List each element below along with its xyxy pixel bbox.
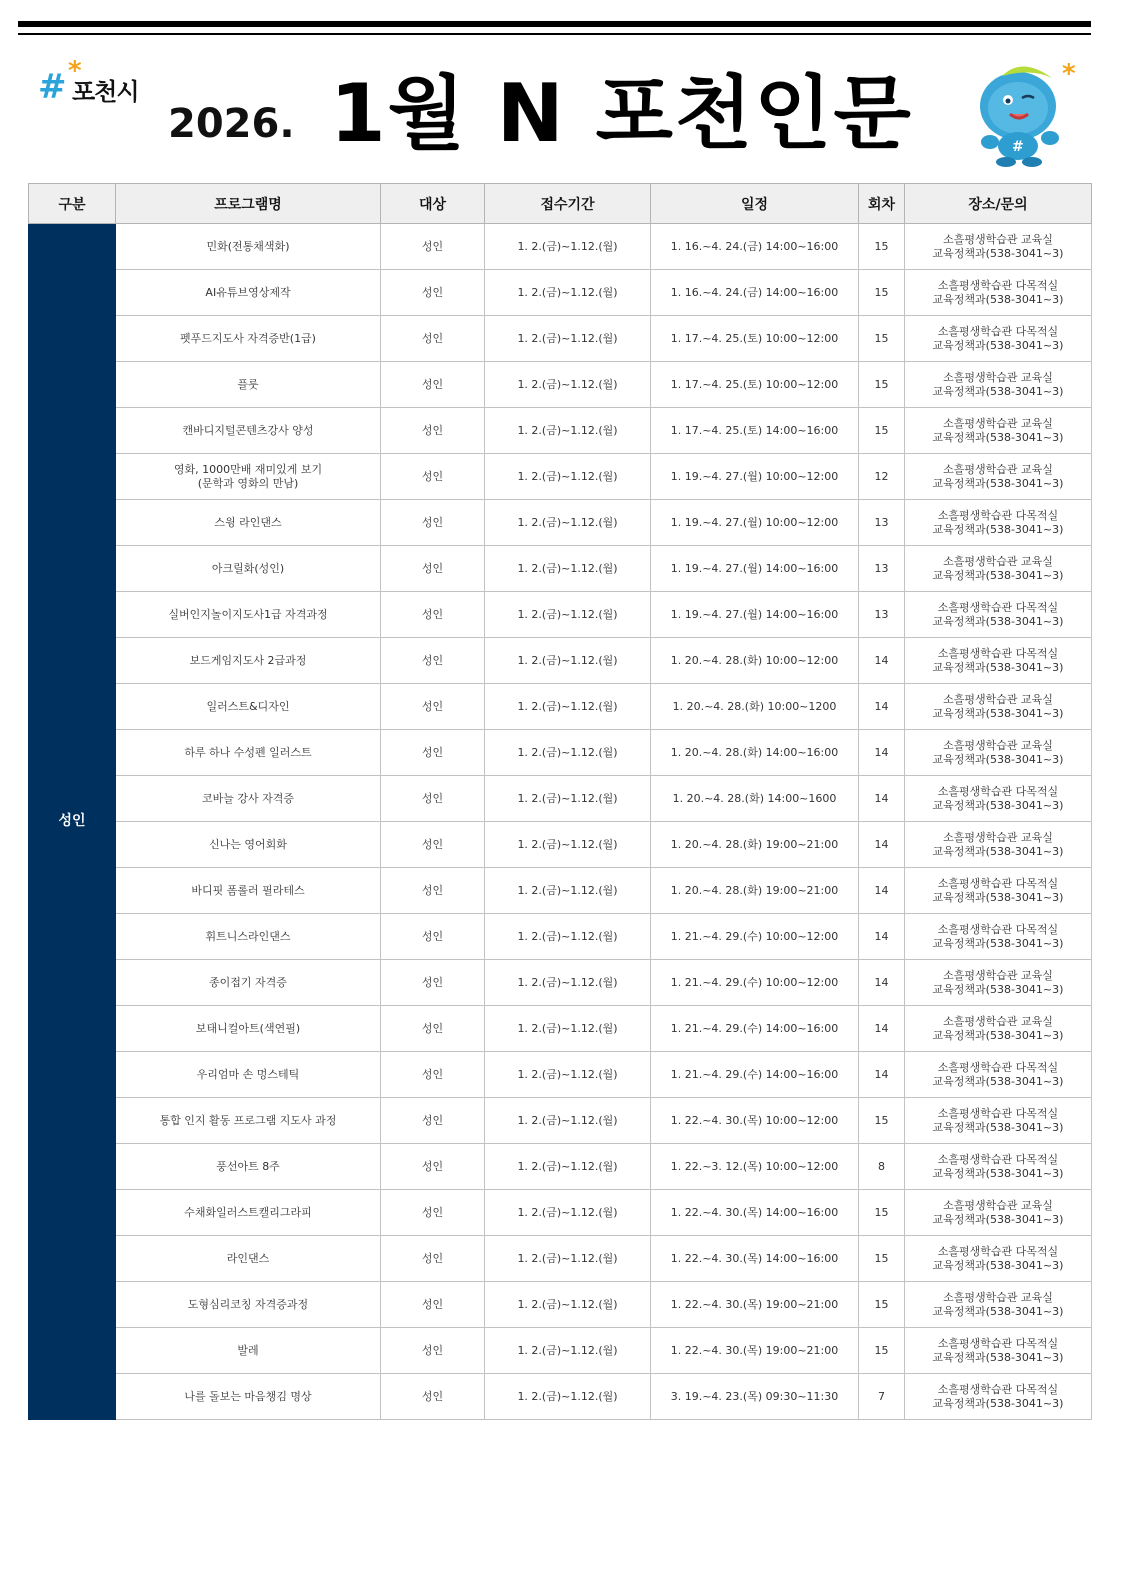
- schedule-cell: 1. 16.~4. 24.(금) 14:00~16:00: [651, 270, 859, 316]
- program-name-cell: [116, 730, 381, 776]
- sessions-cell: 14: [859, 1052, 905, 1098]
- program-name: 바디핏 폼롤러 필라테스: [191, 883, 305, 897]
- contact-info: 교육정책과(538-3041~3): [932, 936, 1064, 950]
- sessions-cell: 14: [859, 822, 905, 868]
- table-row: [29, 1236, 1092, 1282]
- program-name-cell: [116, 362, 381, 408]
- program-name-cell: [116, 270, 381, 316]
- table-row: [29, 316, 1092, 362]
- target-cell: 성인: [381, 546, 485, 592]
- period-cell: 1. 2.(금)~1.12.(월): [485, 546, 651, 592]
- place-name: 소흘평생학습관 다목적실: [937, 1244, 1059, 1258]
- contact-info: 교육정책과(538-3041~3): [932, 1212, 1064, 1226]
- target-cell: 성인: [381, 1144, 485, 1190]
- program-name-cell: [116, 1328, 381, 1374]
- program-name-cell: [116, 500, 381, 546]
- sessions-cell: 15: [859, 1328, 905, 1374]
- place-cell: [905, 362, 1092, 408]
- target-cell: 성인: [381, 868, 485, 914]
- target-cell: 성인: [381, 1098, 485, 1144]
- program-name: 수채화일러스트캘리그라피: [184, 1205, 312, 1219]
- place-cell: [905, 270, 1092, 316]
- period-cell: 1. 2.(금)~1.12.(월): [485, 1236, 651, 1282]
- program-table-wrapper: [28, 183, 1091, 1420]
- place-cell: [905, 868, 1092, 914]
- contact-info: 교육정책과(538-3041~3): [932, 292, 1064, 306]
- table-header-row: [29, 184, 1092, 224]
- sessions-cell: 8: [859, 1144, 905, 1190]
- program-name-cell: [116, 454, 381, 500]
- table-row: [29, 1328, 1092, 1374]
- schedule-cell: 1. 17.~4. 25.(토) 10:00~12:00: [651, 362, 859, 408]
- program-name: 일러스트&디자인: [206, 699, 290, 713]
- sessions-cell: 15: [859, 1098, 905, 1144]
- contact-info: 교육정책과(538-3041~3): [932, 1028, 1064, 1042]
- target-cell: 성인: [381, 362, 485, 408]
- place-name: 소흘평생학습관 교육실: [943, 968, 1053, 982]
- place-name: 소흘평생학습관 교육실: [943, 830, 1053, 844]
- place-name: 소흘평생학습관 다목적실: [937, 1106, 1059, 1120]
- table-row: [29, 224, 1092, 270]
- program-name: 보드게임지도사 2급과정: [189, 653, 307, 667]
- period-cell: 1. 2.(금)~1.12.(월): [485, 914, 651, 960]
- target-cell: 성인: [381, 1374, 485, 1420]
- program-name: 우리엄마 손 멍스테틱: [196, 1067, 300, 1081]
- place-cell: [905, 684, 1092, 730]
- target-cell: 성인: [381, 1052, 485, 1098]
- category-cell: [29, 1190, 116, 1420]
- top-rule-thick: [18, 21, 1091, 27]
- contact-info: 교육정책과(538-3041~3): [932, 1074, 1064, 1088]
- contact-info: 교육정책과(538-3041~3): [932, 1166, 1064, 1180]
- col-header-place: 장소/문의: [905, 184, 1092, 224]
- period-cell: 1. 2.(금)~1.12.(월): [485, 776, 651, 822]
- period-cell: 1. 2.(금)~1.12.(월): [485, 1282, 651, 1328]
- target-cell: 성인: [381, 1328, 485, 1374]
- schedule-cell: 1. 22.~4. 30.(목) 14:00~16:00: [651, 1236, 859, 1282]
- place-name: 소흘평생학습관 다목적실: [937, 1336, 1059, 1350]
- program-name: 풍선아트 8주: [216, 1159, 280, 1173]
- place-name: 소흘평생학습관 다목적실: [937, 1152, 1059, 1166]
- logo-star-icon: *: [68, 56, 82, 86]
- contact-info: 교육정책과(538-3041~3): [932, 1120, 1064, 1134]
- sessions-cell: 15: [859, 316, 905, 362]
- contact-info: 교육정책과(538-3041~3): [932, 522, 1064, 536]
- sessions-cell: 14: [859, 638, 905, 684]
- program-name-cell: [116, 1190, 381, 1236]
- sessions-cell: 7: [859, 1374, 905, 1420]
- sessions-cell: 15: [859, 1236, 905, 1282]
- period-cell: 1. 2.(금)~1.12.(월): [485, 454, 651, 500]
- program-name-cell: [116, 592, 381, 638]
- contact-info: 교육정책과(538-3041~3): [932, 1304, 1064, 1318]
- target-cell: 성인: [381, 960, 485, 1006]
- program-name-cell: [116, 822, 381, 868]
- schedule-cell: 1. 21.~4. 29.(수) 14:00~16:00: [651, 1052, 859, 1098]
- program-name-cell: [116, 316, 381, 362]
- contact-info: 교육정책과(538-3041~3): [932, 476, 1064, 490]
- table-row: [29, 822, 1092, 868]
- table-row: [29, 500, 1092, 546]
- place-cell: [905, 914, 1092, 960]
- contact-info: 교육정책과(538-3041~3): [932, 338, 1064, 352]
- period-cell: 1. 2.(금)~1.12.(월): [485, 408, 651, 454]
- target-cell: 성인: [381, 1006, 485, 1052]
- schedule-cell: 1. 19.~4. 27.(월) 14:00~16:00: [651, 592, 859, 638]
- contact-info: 교육정책과(538-3041~3): [932, 660, 1064, 674]
- table-row: [29, 454, 1092, 500]
- sessions-cell: 14: [859, 960, 905, 1006]
- period-cell: 1. 2.(금)~1.12.(월): [485, 1006, 651, 1052]
- program-name: 도형심리코칭 자격증과정: [187, 1297, 309, 1311]
- table-row: [29, 868, 1092, 914]
- program-name-cell: [116, 1144, 381, 1190]
- sessions-cell: 13: [859, 592, 905, 638]
- contact-info: 교육정책과(538-3041~3): [932, 982, 1064, 996]
- place-name: 소흘평생학습관 다목적실: [937, 876, 1059, 890]
- place-name: 소흘평생학습관 교육실: [943, 738, 1053, 752]
- schedule-cell: 1. 22.~4. 30.(목) 10:00~12:00: [651, 1098, 859, 1144]
- logo-text: 포천시: [72, 78, 139, 106]
- sessions-cell: 14: [859, 914, 905, 960]
- program-name: 민화(전통채색화): [206, 239, 290, 253]
- table-row: [29, 362, 1092, 408]
- period-cell: 1. 2.(금)~1.12.(월): [485, 1098, 651, 1144]
- table-row: [29, 1098, 1092, 1144]
- schedule-cell: 1. 20.~4. 28.(화) 14:00~1600: [651, 776, 859, 822]
- place-cell: [905, 546, 1092, 592]
- place-name: 소흘평생학습관 다목적실: [937, 324, 1059, 338]
- contact-info: 교육정책과(538-3041~3): [932, 614, 1064, 628]
- place-name: 소흘평생학습관 다목적실: [937, 600, 1059, 614]
- period-cell: 1. 2.(금)~1.12.(월): [485, 684, 651, 730]
- sessions-cell: 15: [859, 1190, 905, 1236]
- mascot-icon: [962, 58, 1082, 168]
- place-name: 소흘평생학습관 교육실: [943, 370, 1053, 384]
- place-cell: [905, 592, 1092, 638]
- place-name: 소흘평생학습관 다목적실: [937, 1060, 1059, 1074]
- target-cell: 성인: [381, 822, 485, 868]
- table-row: [29, 1144, 1092, 1190]
- sessions-cell: 15: [859, 270, 905, 316]
- period-cell: 1. 2.(금)~1.12.(월): [485, 1190, 651, 1236]
- target-cell: 성인: [381, 500, 485, 546]
- place-name: 소흘평생학습관 다목적실: [937, 278, 1059, 292]
- schedule-cell: 1. 21.~4. 29.(수) 14:00~16:00: [651, 1006, 859, 1052]
- program-name: 라인댄스: [226, 1251, 270, 1265]
- sessions-cell: 14: [859, 730, 905, 776]
- target-cell: 성인: [381, 730, 485, 776]
- contact-info: 교육정책과(538-3041~3): [932, 246, 1064, 260]
- table-row: [29, 776, 1092, 822]
- contact-info: 교육정책과(538-3041~3): [932, 1350, 1064, 1364]
- contact-info: 교육정책과(538-3041~3): [932, 844, 1064, 858]
- program-name: 보태니컬아트(색연필): [195, 1021, 301, 1035]
- program-name-cell: [116, 1052, 381, 1098]
- place-cell: [905, 1282, 1092, 1328]
- schedule-cell: 1. 20.~4. 28.(화) 14:00~16:00: [651, 730, 859, 776]
- place-cell: [905, 1144, 1092, 1190]
- schedule-cell: 1. 22.~4. 30.(목) 19:00~21:00: [651, 1328, 859, 1374]
- place-name: 소흘평생학습관 다목적실: [937, 508, 1059, 522]
- top-rule-thin: [18, 33, 1091, 35]
- target-cell: 성인: [381, 1236, 485, 1282]
- place-cell: [905, 454, 1092, 500]
- target-cell: 성인: [381, 270, 485, 316]
- schedule-cell: 1. 20.~4. 28.(화) 19:00~21:00: [651, 868, 859, 914]
- col-header-schedule: 일정: [651, 184, 859, 224]
- program-name: 하루 하나 수성펜 일러스트: [184, 745, 312, 759]
- period-cell: 1. 2.(금)~1.12.(월): [485, 1052, 651, 1098]
- schedule-cell: 1. 22.~3. 12.(목) 10:00~12:00: [651, 1144, 859, 1190]
- program-name: 영화, 1000만배 재미있게 보기: [173, 462, 323, 476]
- sessions-cell: 15: [859, 362, 905, 408]
- contact-info: 교육정책과(538-3041~3): [932, 1396, 1064, 1410]
- table-row: [29, 1282, 1092, 1328]
- period-cell: 1. 2.(금)~1.12.(월): [485, 316, 651, 362]
- sessions-cell: 14: [859, 684, 905, 730]
- program-name-cell: [116, 684, 381, 730]
- period-cell: 1. 2.(금)~1.12.(월): [485, 1144, 651, 1190]
- program-name: 휘트니스라인댄스: [205, 929, 291, 943]
- place-cell: [905, 500, 1092, 546]
- schedule-cell: 1. 20.~4. 28.(화) 10:00~12:00: [651, 638, 859, 684]
- category-cell: [29, 316, 116, 500]
- program-name-cell: [116, 224, 381, 270]
- contact-info: 교육정책과(538-3041~3): [932, 430, 1064, 444]
- target-cell: 성인: [381, 684, 485, 730]
- place-name: 소흘평생학습관 교육실: [943, 1290, 1053, 1304]
- sessions-cell: 15: [859, 224, 905, 270]
- program-name: 통합 인지 활동 프로그램 지도사 과정: [159, 1113, 337, 1127]
- program-name: 펫푸드지도사 자격증반(1급): [180, 331, 316, 345]
- program-name-cell: [116, 914, 381, 960]
- table-row: [29, 684, 1092, 730]
- place-name: 소흘평생학습관 교육실: [943, 416, 1053, 430]
- program-name-cell: [116, 1236, 381, 1282]
- pocheon-logo: [38, 56, 158, 110]
- category-cell: [29, 224, 116, 270]
- program-name: AI유튜브영상제작: [205, 285, 291, 299]
- place-cell: [905, 638, 1092, 684]
- program-name-cell: [116, 408, 381, 454]
- schedule-cell: 1. 19.~4. 27.(월) 14:00~16:00: [651, 546, 859, 592]
- place-name: 소흘평생학습관 다목적실: [937, 922, 1059, 936]
- table-row: [29, 1374, 1092, 1420]
- svg-text:*: *: [1062, 59, 1076, 89]
- page-year: 2026.: [168, 101, 295, 147]
- contact-info: 교육정책과(538-3041~3): [932, 706, 1064, 720]
- place-name: 소흘평생학습관 교육실: [943, 1014, 1053, 1028]
- schedule-cell: 1. 21.~4. 29.(수) 10:00~12:00: [651, 914, 859, 960]
- category-cell: [29, 500, 116, 546]
- program-name-cell: [116, 1282, 381, 1328]
- place-name: 소흘평생학습관 교육실: [943, 462, 1053, 476]
- place-cell: [905, 1098, 1092, 1144]
- svg-text:#: #: [1012, 139, 1024, 155]
- schedule-cell: 3. 19.~4. 23.(목) 09:30~11:30: [651, 1374, 859, 1420]
- schedule-cell: 1. 22.~4. 30.(목) 19:00~21:00: [651, 1282, 859, 1328]
- contact-info: 교육정책과(538-3041~3): [932, 568, 1064, 582]
- program-name: 플룻: [237, 377, 259, 391]
- period-cell: 1. 2.(금)~1.12.(월): [485, 1328, 651, 1374]
- target-cell: 성인: [381, 316, 485, 362]
- place-cell: [905, 1236, 1092, 1282]
- category-cell: [29, 270, 116, 316]
- place-cell: [905, 408, 1092, 454]
- place-cell: [905, 1006, 1092, 1052]
- schedule-cell: 1. 17.~4. 25.(토) 10:00~12:00: [651, 316, 859, 362]
- table-row: [29, 1006, 1092, 1052]
- table-row: [29, 730, 1092, 776]
- schedule-cell: 1. 20.~4. 28.(화) 10:00~1200: [651, 684, 859, 730]
- period-cell: 1. 2.(금)~1.12.(월): [485, 1374, 651, 1420]
- place-name: 소흘평생학습관 교육실: [943, 232, 1053, 246]
- col-header-category: 구분: [29, 184, 116, 224]
- table-row: [29, 960, 1092, 1006]
- period-cell: 1. 2.(금)~1.12.(월): [485, 638, 651, 684]
- program-name: 캔바디지털콘텐츠강사 양성: [182, 423, 314, 437]
- program-name: 코바늘 강사 자격증: [201, 791, 294, 805]
- schedule-cell: 1. 17.~4. 25.(토) 14:00~16:00: [651, 408, 859, 454]
- schedule-cell: 1. 19.~4. 27.(월) 10:00~12:00: [651, 500, 859, 546]
- table-body: [29, 224, 1092, 1420]
- period-cell: 1. 2.(금)~1.12.(월): [485, 868, 651, 914]
- table-row: [29, 408, 1092, 454]
- period-cell: 1. 2.(금)~1.12.(월): [485, 500, 651, 546]
- target-cell: 성인: [381, 224, 485, 270]
- schedule-cell: 1. 20.~4. 28.(화) 19:00~21:00: [651, 822, 859, 868]
- program-name: 아크릴화(성인): [211, 561, 285, 575]
- contact-info: 교육정책과(538-3041~3): [932, 798, 1064, 812]
- page-title: 1월 N 포천인문: [330, 67, 913, 160]
- sessions-cell: 15: [859, 408, 905, 454]
- target-cell: 성인: [381, 638, 485, 684]
- place-name: 소흘평생학습관 다목적실: [937, 646, 1059, 660]
- sessions-cell: 14: [859, 1006, 905, 1052]
- schedule-cell: 1. 16.~4. 24.(금) 14:00~16:00: [651, 224, 859, 270]
- place-cell: [905, 316, 1092, 362]
- period-cell: 1. 2.(금)~1.12.(월): [485, 362, 651, 408]
- place-cell: [905, 224, 1092, 270]
- program-name: 실버인지놀이지도사1급 자격과정: [168, 607, 328, 621]
- table-row: [29, 546, 1092, 592]
- period-cell: 1. 2.(금)~1.12.(월): [485, 822, 651, 868]
- contact-info: 교육정책과(538-3041~3): [932, 752, 1064, 766]
- target-cell: 성인: [381, 1282, 485, 1328]
- program-name-cell: [116, 776, 381, 822]
- program-name-cell: [116, 868, 381, 914]
- period-cell: 1. 2.(금)~1.12.(월): [485, 224, 651, 270]
- program-name: 발레: [237, 1343, 259, 1357]
- place-cell: [905, 1374, 1092, 1420]
- sessions-cell: 12: [859, 454, 905, 500]
- place-cell: [905, 1328, 1092, 1374]
- col-header-period: 접수기간: [485, 184, 651, 224]
- program-name-subtitle: (문학과 영화의 만남): [197, 476, 299, 490]
- place-name: 소흘평생학습관 다목적실: [937, 784, 1059, 798]
- program-table: [28, 183, 1092, 1420]
- program-name: 스윙 라인댄스: [214, 515, 282, 529]
- table-row: [29, 914, 1092, 960]
- program-name-cell: [116, 960, 381, 1006]
- place-cell: [905, 776, 1092, 822]
- program-name-cell: [116, 546, 381, 592]
- program-name: 신나는 영어회화: [209, 837, 287, 851]
- col-header-target: 대상: [381, 184, 485, 224]
- place-cell: [905, 1190, 1092, 1236]
- schedule-cell: 1. 19.~4. 27.(월) 10:00~12:00: [651, 454, 859, 500]
- target-cell: 성인: [381, 408, 485, 454]
- place-cell: [905, 1052, 1092, 1098]
- contact-info: 교육정책과(538-3041~3): [932, 1258, 1064, 1272]
- table-row: [29, 638, 1092, 684]
- table-row: [29, 270, 1092, 316]
- program-name-cell: [116, 638, 381, 684]
- contact-info: 교육정책과(538-3041~3): [932, 890, 1064, 904]
- program-name: 나를 돌보는 마음챙김 명상: [184, 1389, 312, 1403]
- sessions-cell: 14: [859, 868, 905, 914]
- place-cell: [905, 822, 1092, 868]
- period-cell: 1. 2.(금)~1.12.(월): [485, 270, 651, 316]
- schedule-cell: 1. 22.~4. 30.(목) 14:00~16:00: [651, 1190, 859, 1236]
- col-header-program: 프로그램명: [116, 184, 381, 224]
- logo-hash-icon: #: [38, 67, 67, 107]
- sessions-cell: 14: [859, 776, 905, 822]
- period-cell: 1. 2.(금)~1.12.(월): [485, 592, 651, 638]
- period-cell: 1. 2.(금)~1.12.(월): [485, 960, 651, 1006]
- place-name: 소흘평생학습관 교육실: [943, 692, 1053, 706]
- place-name: 소흘평생학습관 다목적실: [937, 1382, 1059, 1396]
- target-cell: 성인: [381, 1190, 485, 1236]
- target-cell: 성인: [381, 592, 485, 638]
- target-cell: 성인: [381, 454, 485, 500]
- program-name-cell: [116, 1006, 381, 1052]
- table-row: [29, 1052, 1092, 1098]
- sessions-cell: 13: [859, 500, 905, 546]
- place-cell: [905, 730, 1092, 776]
- program-name-cell: [116, 1374, 381, 1420]
- schedule-cell: 1. 21.~4. 29.(수) 10:00~12:00: [651, 960, 859, 1006]
- table-row: [29, 1190, 1092, 1236]
- target-cell: 성인: [381, 776, 485, 822]
- program-name: 종이접기 자격증: [209, 975, 287, 989]
- place-name: 소흘평생학습관 교육실: [943, 554, 1053, 568]
- target-cell: 성인: [381, 914, 485, 960]
- sessions-cell: 15: [859, 1282, 905, 1328]
- place-name: 소흘평생학습관 교육실: [943, 1198, 1053, 1212]
- program-name-cell: [116, 1098, 381, 1144]
- category-cell: [29, 1098, 116, 1190]
- category-cell: 성인: [29, 546, 116, 1098]
- place-cell: [905, 960, 1092, 1006]
- period-cell: 1. 2.(금)~1.12.(월): [485, 730, 651, 776]
- col-header-sessions: 회차: [859, 184, 905, 224]
- table-row: [29, 592, 1092, 638]
- contact-info: 교육정책과(538-3041~3): [932, 384, 1064, 398]
- sessions-cell: 13: [859, 546, 905, 592]
